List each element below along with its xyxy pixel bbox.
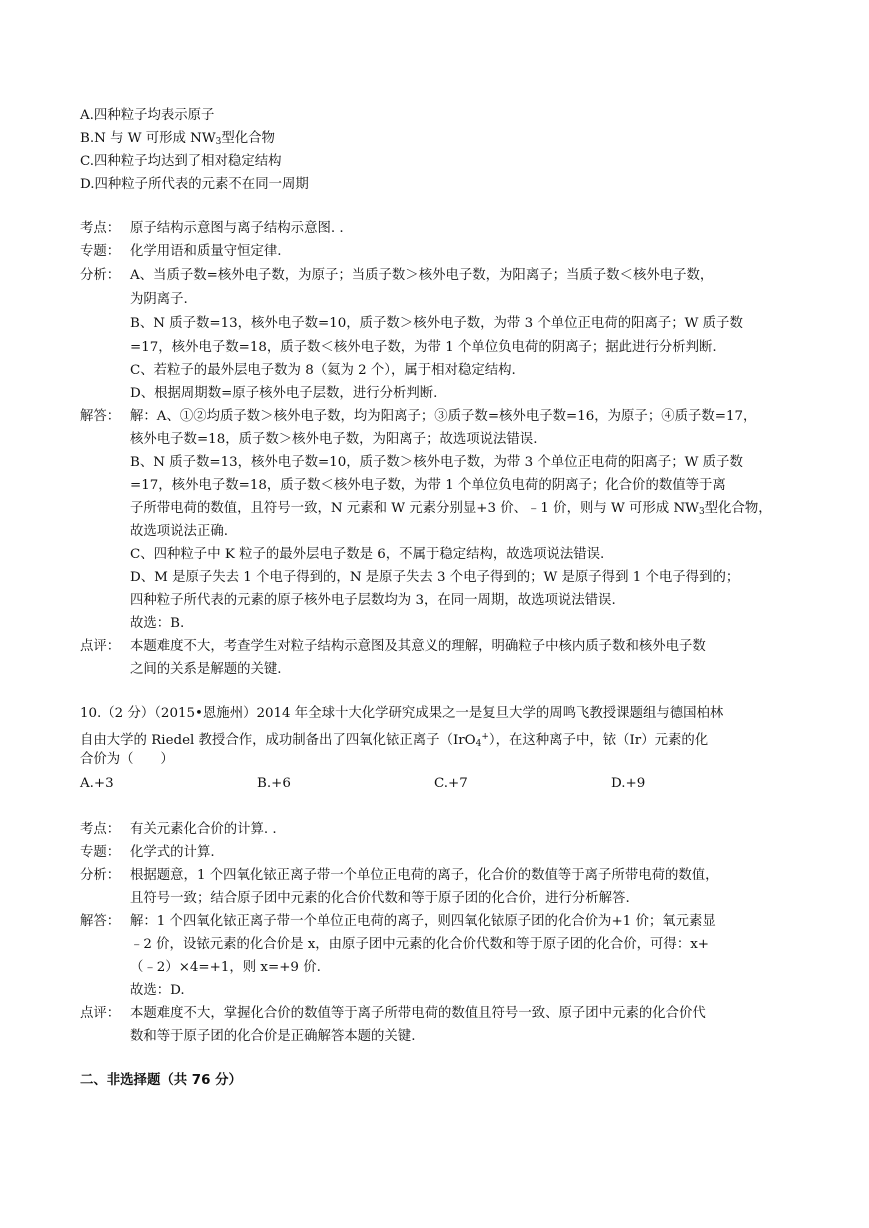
- q9-fenxi-label: 分析：: [80, 268, 121, 283]
- q9-fenxi-line: =17，核外电子数=18，质子数＜核外电子数，为带 1 个单位负电荷的阴离子；据此进行分析判断.: [130, 340, 717, 355]
- q9-jieda-line: D、M 是原子失去 1 个电子得到的，N 是原子失去 3 个电子得到的；W 是原子得到 1 个电子得到的；: [130, 570, 740, 585]
- q9-option-b-tail: 型化合物: [221, 131, 275, 146]
- q9-option-b: [80, 129, 275, 152]
- q9-option-b-subscript: 3: [215, 137, 222, 147]
- q9-option-d: D.四种粒子所代表的元素不在同一周期: [80, 177, 309, 192]
- q9-dianping-line: 本题难度不大，考查学生对粒子结构示意图及其意义的理解，明确粒子中核内质子数和核外电子数: [130, 639, 706, 654]
- q10-dianping-line: 数和等于原子团的化合价是正确解答本题的关键.: [130, 1029, 416, 1044]
- q10-jieda-line: ﹣2 价，设铱元素的化合价是 x，由原子团中元素的化合价代数和等于原子团的化合价，可得：x+: [130, 937, 709, 952]
- q9-fenxi-line: A、当质子数=核外电子数，为原子；当质子数＞核外电子数，为阳离子；当质子数＜核外电子数，: [130, 268, 714, 283]
- q10-choice-b: B.+6: [257, 776, 291, 791]
- q9-dianping-line: 之间的关系是解题的关键.: [130, 662, 282, 677]
- q9-dianping-label: 点评：: [80, 639, 121, 654]
- q9-jieda-line: 四种粒子所代表的元素的原子核外电子层数均为 3，在同一周期，故选项说法错误.: [130, 593, 616, 608]
- section-heading: 二、非选择题（共 76 分）: [80, 1073, 242, 1088]
- q9-fenxi-line: D、根据周期数=原子核外电子层数，进行分析判断.: [130, 386, 438, 401]
- q9-jieda-line: C、四种粒子中 K 粒子的最外层电子数是 6，不属于稳定结构，故选项说法错误.: [130, 547, 605, 562]
- q10-stem-superscript: +: [481, 732, 489, 742]
- q9-jieda-line: 故选：B.: [130, 616, 185, 631]
- q10-stem-line: 10.（2 分）（2015•恩施州）2014 年全球十大化学研究成果之一是复旦大学的周鸣飞教授课题组与德国柏林: [80, 706, 724, 721]
- q10-choice-a: A.+3: [80, 776, 114, 791]
- q9-jieda-line-5-tail: 型化合物，: [704, 501, 772, 516]
- q10-choice-c: C.+7: [434, 776, 468, 791]
- q9-option-a: A.四种粒子均表示原子: [80, 108, 215, 123]
- q10-fenxi-line: 根据题意，1 个四氧化铱正离子带一个单位正电荷的离子，化合价的数值等于离子所带电荷的数值，: [130, 868, 719, 883]
- q9-kaodian: 原子结构示意图与离子结构示意图. .: [130, 221, 344, 236]
- q10-dianping-line: 本题难度不大，掌握化合价的数值等于离子所带电荷的数值且符号一致、原子团中元素的化合价代: [130, 1006, 706, 1021]
- q10-zhuanti: 化学式的计算.: [130, 845, 215, 860]
- q10-choice-d: D.+9: [611, 776, 646, 791]
- q10-stem-subscript: 4: [475, 739, 482, 749]
- q9-fenxi-line: 为阴离子.: [130, 292, 188, 307]
- q10-stem-line-2-tail: ），在这种离子中，铱（Ir）元素的化: [488, 733, 709, 748]
- q9-jieda-label: 解答：: [80, 409, 121, 424]
- q9-kaodian-label: 考点：: [80, 221, 121, 236]
- q10-stem-line-2-text: 自由大学的 Riedel 教授合作，成功制备出了四氧化铱正离子（IrO: [80, 733, 476, 748]
- q9-fenxi-line: B、N 质子数=13，核外电子数=10，质子数＞核外电子数，为带 3 个单位正电荷的阳离子；W 质子数: [130, 316, 743, 331]
- q10-jieda-label: 解答：: [80, 914, 121, 929]
- q9-jieda-line: 故选项说法正确.: [130, 524, 228, 539]
- q10-fenxi-line: 且符号一致；结合原子团中元素的化合价代数和等于原子团的化合价，进行分析解答.: [130, 891, 630, 906]
- q9-zhuanti-label: 专题：: [80, 244, 121, 259]
- q10-stem-line: 合价为（ ）: [80, 752, 174, 767]
- q9-option-c: C.四种粒子均达到了相对稳定结构: [80, 154, 282, 169]
- q9-jieda-line: =17，核外电子数=18，质子数＜核外电子数，为带 1 个单位负电荷的阴离子；化合价的数值等于离: [130, 478, 726, 493]
- q10-jieda-line: 解：1 个四氧化铱正离子带一个单位正电荷的离子，则四氧化铱原子团的化合价为+1 价；氧元素显: [130, 914, 716, 929]
- q10-stem-line: [80, 727, 708, 754]
- q10-jieda-line: （﹣2）×4=+1，则 x=+9 价.: [130, 960, 321, 975]
- q9-jieda-line: 解：A、①②均质子数＞核外电子数，均为阳离子；③质子数=核外电子数=16，为原子；④质子数=17，: [130, 409, 757, 424]
- q9-option-b-text: B.N 与 W 可形成 NW: [80, 131, 216, 146]
- q9-zhuanti: 化学用语和质量守恒定律.: [130, 244, 282, 259]
- q10-fenxi-label: 分析：: [80, 868, 121, 883]
- q9-jieda-line: [130, 499, 772, 522]
- q10-dianping-label: 点评：: [80, 1006, 121, 1021]
- q9-fenxi-line: C、若粒子的最外层电子数为 8（氦为 2 个），属于相对稳定结构.: [130, 363, 516, 378]
- q9-jieda-line-5-text: 子所带电荷的数值，且符号一致，N 元素和 W 元素分别显+3 价、﹣1 价，则与 W 可形成 NW: [130, 501, 699, 516]
- q9-jieda-line: 核外电子数=18，质子数＞核外电子数，为阳离子；故选项说法错误.: [130, 432, 538, 447]
- q10-kaodian: 有关元素化合价的计算. .: [130, 822, 277, 837]
- q9-jieda-line-5-subscript: 3: [698, 507, 705, 517]
- q10-zhuanti-label: 专题：: [80, 845, 121, 860]
- q10-jieda-line: 故选：D.: [130, 983, 185, 998]
- q10-kaodian-label: 考点：: [80, 822, 121, 837]
- q9-jieda-line: B、N 质子数=13，核外电子数=10，质子数＞核外电子数，为带 3 个单位正电荷的阳离子；W 质子数: [130, 455, 743, 470]
